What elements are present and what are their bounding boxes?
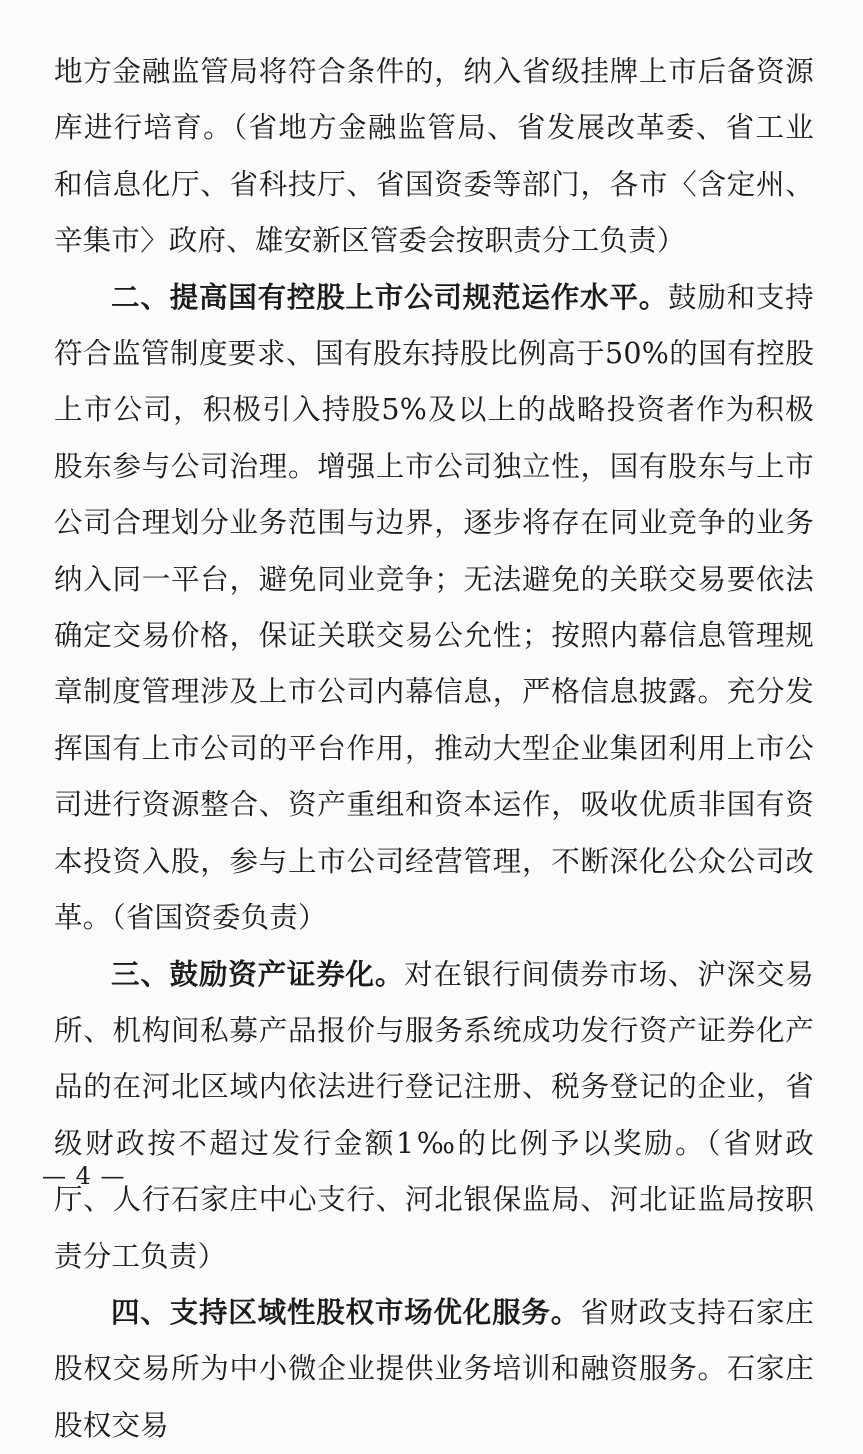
paragraph-section-2 [54, 270, 814, 947]
paragraph-section-4 [54, 1285, 814, 1454]
paragraph-body: 地方金融监管局将符合条件的，纳入省级挂牌上市后备资源库进行培育。（省地方金融监管局、省发展改革委、省工业和信息化厅、省科技厅、省国资委等部门，各市〈含定州、辛集市〉政府、雄安新区管委会按职责分工负责） [54, 55, 814, 258]
paragraph-body: 省财政支持石家庄股权交易所为中小微企业提供业务培训和融资服务。石家庄股权交易 [54, 1295, 814, 1442]
paragraph-body: 对在银行间债券市场、沪深交易所、机构间私募产品报价与服务系统成功发行资产证券化产品的在河北区域内依法进行登记注册、税务登记的企业，省级财政按不超过发行金额1‰的比例予以奖励。（省财政厅、人行石家庄中心支行、河北银保监局、河北证监局按职责分工负责） [54, 957, 814, 1273]
document-body [54, 44, 814, 1454]
paragraph-section-3 [54, 947, 814, 1285]
section-heading: 二、提高国有控股上市公司规范运作水平。 [111, 280, 669, 314]
section-heading: 三、鼓励资产证券化。 [111, 957, 405, 991]
paragraph-continuation [54, 44, 814, 270]
section-heading: 四、支持区域性股权市场优化服务。 [111, 1295, 581, 1329]
page-number: — 4 — [42, 1162, 126, 1190]
paragraph-body: 鼓励和支持符合监管制度要求、国有股东持股比例高于50%的国有控股上市公司，积极引入持股5%及以上的战略投资者作为积极股东参与公司治理。增强上市公司独立性，国有股东与上市公司合理划分业务范围与边界，逐步将存在同业竞争的业务纳入同一平台，避免同业竞争；无法避免的关联交易要依法确定交易价格，保证关联交易公允性；按照内幕信息管理规章制度管理涉及上市公司内幕信息，严格信息披露。充分发挥国有上市公司的平台作用，推动大型企业集团利用上市公司进行资源整合、资产重组和资本运作，吸收优质非国有资本投资入股，参与上市公司经营管理，不断深化公众公司改革。（省国资委负责） [54, 280, 814, 935]
